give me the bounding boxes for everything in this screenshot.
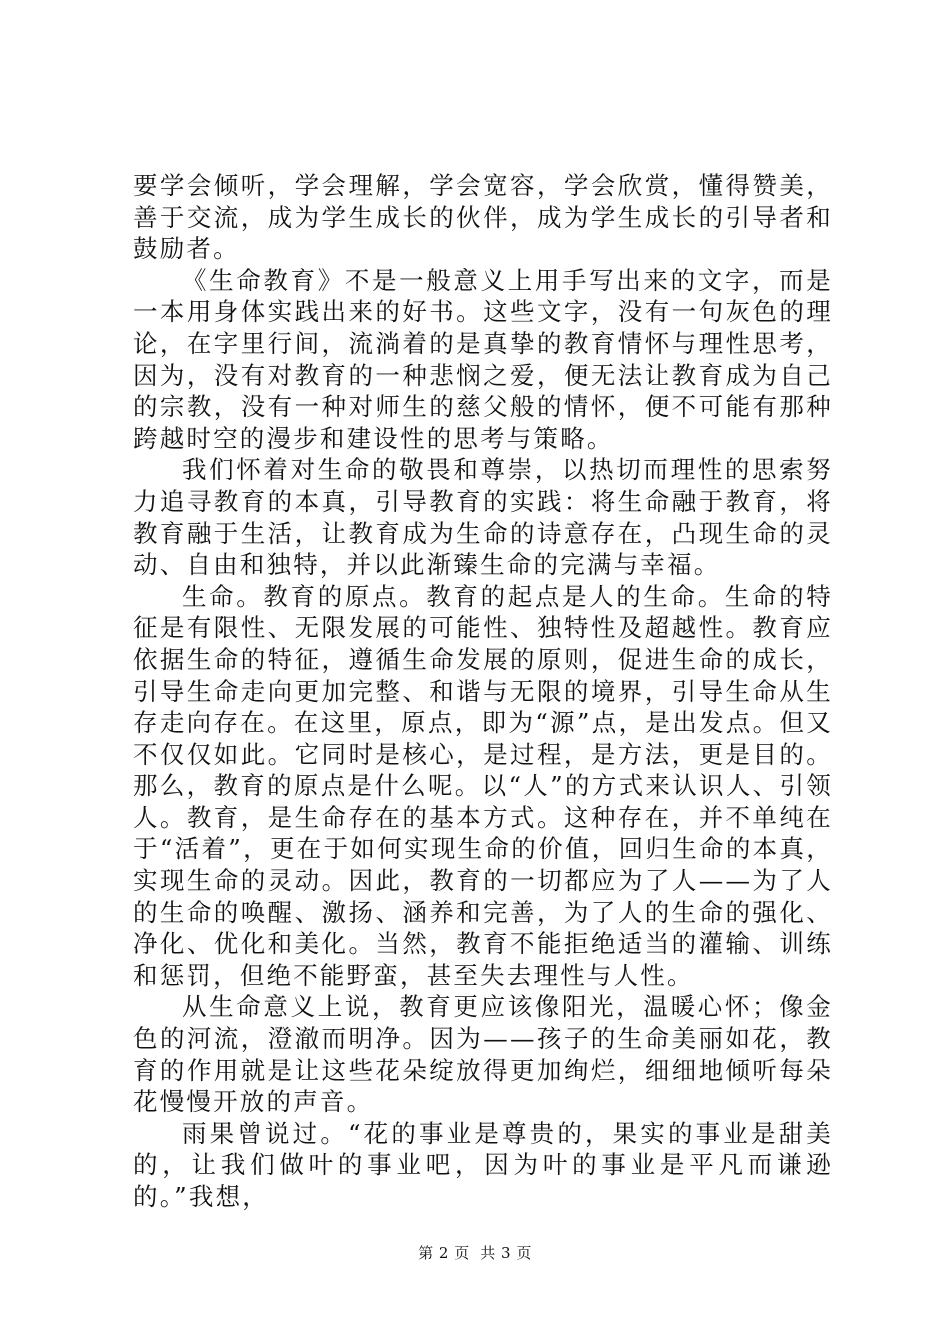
document-body [133,170,833,1213]
paragraph: 从生命意义上说，教育更应该像阳光，温暖心怀；像金色的河流，澄澈而明净。因为——孩子的生命美丽如花，教育的作用就是让这些花朵绽放得更加绚烂，细细地倾听每朵花慢慢开放的声音。 [133,992,833,1117]
paragraph: 雨果曾说过。“花的事业是尊贵的，果实的事业是甜美的，让我们做叶的事业吧，因为叶的事业是平凡而谦逊的。”我想， [133,1118,833,1211]
paragraph: 《生命教育》不是一般意义上用手写出来的文字，而是一本用身体实践出来的好书。这些文字，没有一句灰色的理论，在字里行间，流淌着的是真挚的教育情怀与理性思考，因为，没有对教育的一种悲悯之爱，便无法让教育成为自己的宗教，没有一种对师生的慈父般的情怀，便不可能有那种跨越时空的漫步和建设性的思考与策略。 [133,265,833,453]
page-number: 第 2 页 [418,1244,470,1262]
page-total: 共 3 页 [480,1244,532,1262]
page-footer [0,1243,950,1263]
paragraph: 要学会倾听，学会理解，学会宽容，学会欣赏，懂得赞美，善于交流，成为学生成长的伙伴，成为学生成长的引导者和鼓励者。 [133,171,833,264]
paragraph: 生命。教育的原点。教育的起点是人的生命。生命的特征是有限性、无限发展的可能性、独特性及超越性。教育应依据生命的特征，遵循生命发展的原则，促进生命的成长，引导生命走向更加完整、和谐与无限的境界，引导生命从生存走向存在。在这里，原点，即为“源”点，是出发点。但又不仅仅如此。它同时是核心，是过程，是方法，更是目的。那么，教育的原点是什么呢。以“人”的方式来认识人、引领人。教育，是生命存在的基本方式。这种存在，并不单纯在于“活着”，更在于如何实现生命的价值，回归生命的本真，实现生命的灵动。因此，教育的一切都应为了人——为了人的生命的唤醒、激扬、涵养和完善，为了人的生命的强化、净化、优化和美化。当然，教育不能拒绝适当的灌输、训练和惩罚，但绝不能野蛮，甚至失去理性与人性。 [133,581,833,990]
paragraph: 我们怀着对生命的敬畏和尊崇，以热切而理性的思索努力追寻教育的本真，引导教育的实践：将生命融于教育，将教育融于生活，让教育成为生命的诗意存在，凸现生命的灵动、自由和独特，并以此渐臻生命的完满与幸福。 [133,455,833,580]
